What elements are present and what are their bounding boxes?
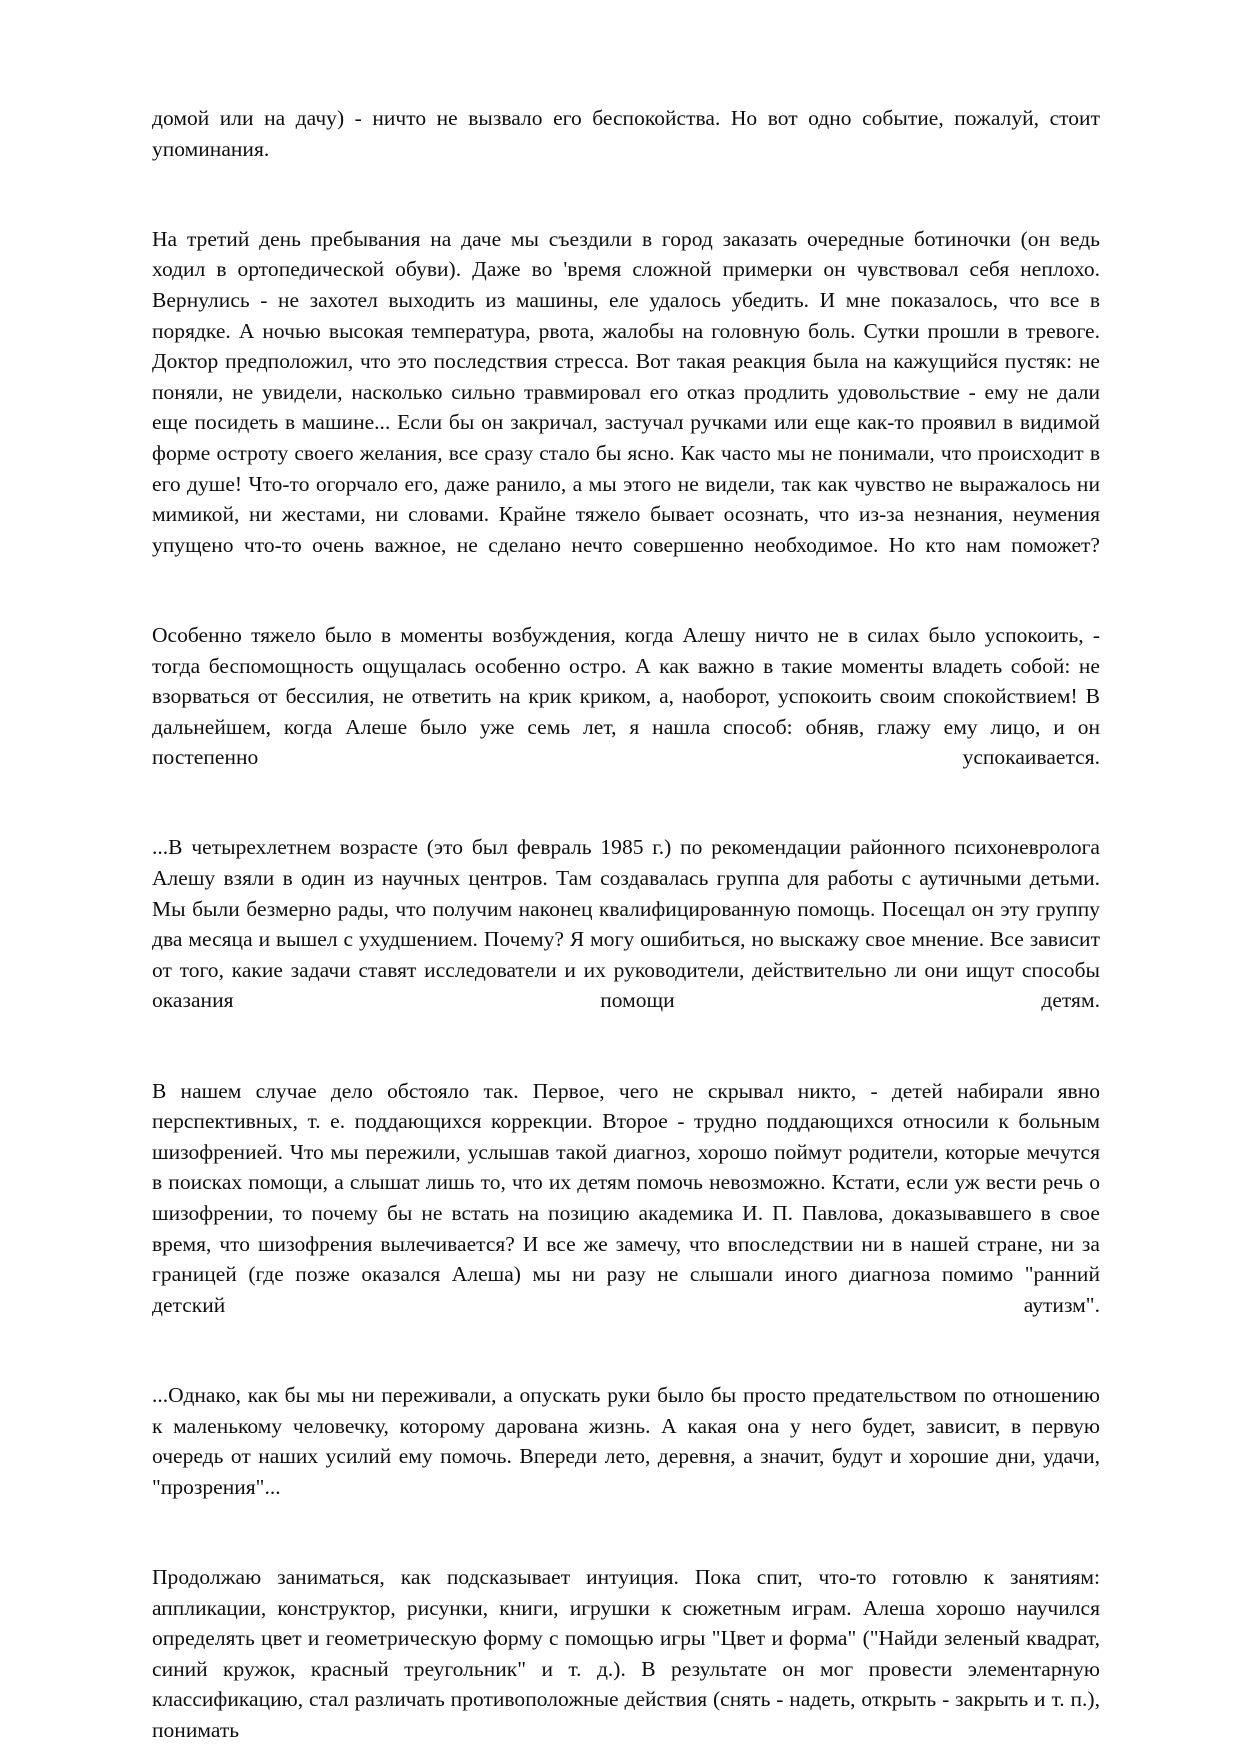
document-text-column [152,103,1100,1746]
paragraph-2: На третий день пребывания на даче мы съездили в город заказать очередные ботиночки (он ведь ходил в ортопедической обуви). Даже во 'время сложной примерки он чувствовал себя неплохо. Вернулись - не захотел выходить из машины, еле удалось убедить. И мне показалось, что все в порядке. А ночью высокая температура, рвота, жалобы на головную боль. Сутки прошли в тревоге. Доктор предположил, что это последствия стресса. Вот такая реакция была на кажущийся пустяк: не поняли, не увидели, насколько сильно травмировал его отказ продлить удовольствие - ему не дали еще посидеть в машине... Если бы он закричал, застучал ручками или еще как-то проявил в видимой форме остроту своего желания, все сразу стало бы ясно. Как часто мы не понимали, что происходит в его душе! Что-то огорчало его, даже ранило, а мы этого не видели, так как чувство не выражалось ни мимикой, ни жестами, ни словами. Крайне тяжело бывает осознать, что из-за незнания, неумения упущено что-то очень важное, не сделано нечто совершенно необходимое. Но кто нам поможет? [152,226,1100,557]
paragraph-5: В нашем случае дело обстояло так. Первое, чего не скрывал никто, - детей набирали явно перспективных, т. е. поддающихся коррекции. Второе - трудно поддающихся относили к больным шизофренией. Что мы пережили, услышав такой диагноз, хорошо поймут родители, которые мечутся в поисках помощи, а слышат лишь то, что их детям помочь невозможно. Кстати, если уж вести речь о шизофрении, то почему бы не встать на позицию академика И. П. Павлова, доказывавшего в свое время, что шизофрения вылечивается? И все же замечу, что впоследствии ни в нашей стране, ни за границей (где позже оказался Алеша) мы ни разу не слышали иного диагноза помимо "ранний детский аутизм". [152,1078,1100,1317]
paragraph-4: ...В четырехлетнем возрасте (это был февраль 1985 г.) по рекомендации районного психоневролога Алешу взяли в один из научных центров. Там создавалась группа для работы с аутичными детьми. Мы были безмерно рады, что получим наконец квалифицированную помощь. Посещал он эту группу два месяца и вышел с ухудшением. Почему? Я могу ошибиться, но выскажу свое мнение. Все зависит от того, какие задачи ставят исследователи и их руководители, действительно ли они ищут способы оказания помощи детям. [152,835,1100,1013]
paragraph-1: домой или на дачу) - ничто не вызвало его беспокойства. Но вот одно событие, пожалуй, стоит упоминания. [152,106,1100,161]
paragraph-6: ...Однако, как бы мы ни переживали, а опускать руки было бы просто предательством по отношению к маленькому человечку, которому дарована жизнь. А какая она у него будет, зависит, в первую очередь от наших усилий ему помочь. Впереди лето, деревня, а значит, будут и хорошие дни, удачи, "прозрения"... [152,1382,1100,1499]
paragraph-7: Продолжаю заниматься, как подсказывает интуиция. Пока спит, что-то готовлю к занятиям: аппликации, конструктор, рисунки, книги, игрушки к сюжетным играм. Алеша хорошо научился определять цвет и геометрическую форму с помощью игры "Цвет и форма" ("Найди зеленый квадрат, синий кружок, красный треугольник" и т. д.). В результате он мог провести элементарную классификацию, стал различать противоположные действия (снять - надеть, открыть - закрыть и т. п.), понимать [152,1564,1100,1742]
paragraph-3: Особенно тяжело было в моменты возбуждения, когда Алешу ничто не в силах было успокоить, - тогда беспомощность ощущалась особенно остро. А как важно в такие моменты владеть собой: не взорваться от бессилия, не ответить на крик криком, а, наоборот, успокоить своим спокойствием! В дальнейшем, когда Алеше было уже семь лет, я нашла способ: обняв, глажу ему лицо, и он постепенно успокаивается. [152,622,1100,770]
